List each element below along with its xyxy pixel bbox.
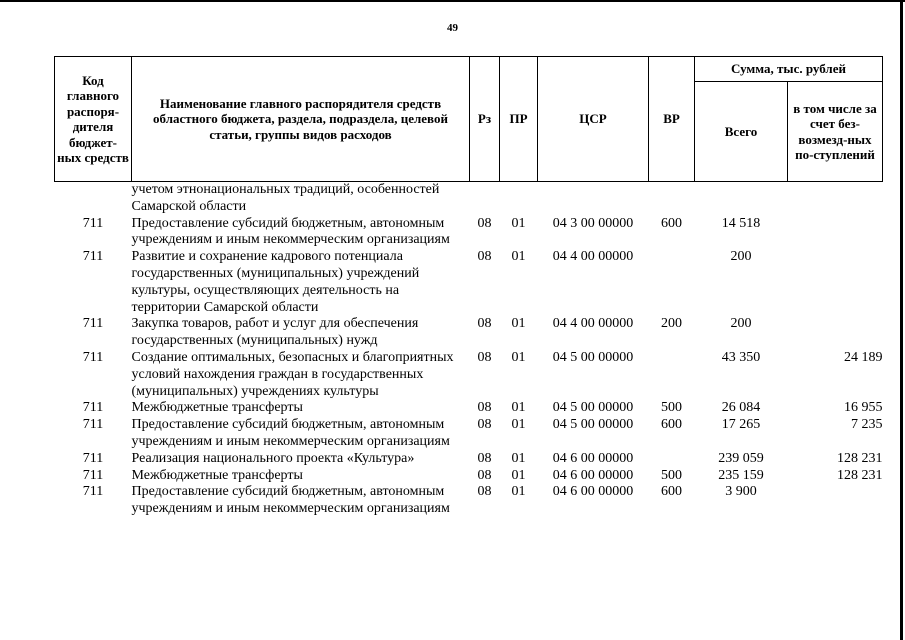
table-row [55, 484, 883, 518]
cell-free [788, 182, 883, 216]
header-including: в том числе за счет без-возмезд-ных по-ступлений [788, 82, 883, 182]
cell-total: 239 059 [718, 450, 764, 466]
table-row [55, 417, 883, 451]
budget-table [54, 56, 883, 518]
cell-code: 711 [82, 450, 104, 466]
cell-pr: 01 [511, 417, 526, 433]
cell-pr: 01 [511, 316, 526, 332]
cell-total: 3 900 [725, 484, 757, 500]
cell-pr: 01 [511, 215, 526, 231]
cell-total: 200 [730, 249, 752, 265]
cell-name: Предоставление субсидий бюджетным, автономным учреждениям и иным некоммерческим организациям [131, 215, 450, 248]
cell-rz [470, 182, 500, 216]
cell-vr [649, 451, 695, 468]
cell-code: 711 [82, 349, 104, 365]
header-vr: ВР [649, 57, 695, 182]
cell-pr: 01 [511, 484, 526, 500]
header-code: Код главного распоря-дителя бюджет-ных средств [55, 57, 132, 182]
cell-csr: 04 6 00 00000 [552, 450, 634, 466]
cell-name: учетом этнонациональных традиций, особенностей Самарской области [131, 182, 440, 214]
cell-vr [649, 182, 695, 216]
cell-pr: 01 [511, 450, 526, 466]
cell-code: 711 [82, 484, 104, 500]
cell-vr: 200 [661, 316, 682, 332]
scan-edge-right [900, 0, 903, 640]
cell-pr: 01 [511, 349, 526, 365]
cell-rz: 08 [477, 450, 492, 466]
cell-rz: 08 [477, 249, 492, 265]
cell-name: Межбюджетные трансферты [131, 400, 303, 416]
cell-rz: 08 [477, 215, 492, 231]
cell-name: Предоставление субсидий бюджетным, автономным учреждениям и иным некоммерческим организациям [131, 417, 450, 449]
cell-code [55, 182, 132, 216]
table-row [55, 249, 883, 316]
cell-pr: 01 [511, 467, 526, 483]
cell-vr: 500 [661, 400, 682, 416]
cell-free: 24 189 [844, 349, 883, 365]
cell-rz: 08 [477, 349, 492, 365]
cell-rz: 08 [477, 484, 492, 500]
cell-name: Закупка товаров, работ и услуг для обеспечения государственных (муниципальных) нужд [131, 316, 419, 349]
cell-code: 711 [82, 467, 104, 483]
cell-vr [649, 350, 695, 400]
cell-free: 128 231 [837, 467, 883, 483]
cell-total: 17 265 [721, 417, 761, 433]
table-row [55, 216, 883, 250]
cell-pr [500, 182, 538, 216]
cell-rz: 08 [477, 316, 492, 332]
cell-code: 711 [82, 249, 104, 265]
cell-total: 26 084 [721, 400, 761, 416]
cell-vr: 600 [661, 484, 682, 500]
cell-code: 711 [82, 215, 104, 231]
cell-total: 235 159 [718, 467, 764, 483]
cell-code: 711 [82, 417, 104, 433]
cell-csr: 04 6 00 00000 [552, 467, 634, 483]
header-sum: Сумма, тыс. рублей [695, 57, 883, 82]
cell-code: 711 [82, 400, 104, 416]
cell-csr: 04 5 00 00000 [552, 417, 634, 433]
scan-edge-top [0, 0, 905, 2]
cell-csr: 04 6 00 00000 [552, 484, 634, 500]
cell-name: Развитие и сохранение кадрового потенциала государственных (муниципальных) учреждений культуры, осуществляющих деятельность на территории Самарской области [131, 249, 420, 315]
table-row [55, 182, 883, 216]
cell-free: 16 955 [844, 400, 883, 416]
cell-vr: 500 [661, 467, 682, 483]
cell-total: 43 350 [721, 349, 761, 365]
cell-free: 7 235 [851, 417, 883, 433]
cell-pr: 01 [511, 249, 526, 265]
cell-code: 711 [82, 316, 104, 332]
cell-free: 128 231 [837, 450, 883, 466]
header-rz: Рз [470, 57, 500, 182]
cell-vr: 600 [661, 215, 682, 231]
table-body [55, 182, 883, 518]
cell-csr: 04 3 00 00000 [552, 215, 634, 231]
cell-csr: 04 4 00 00000 [552, 316, 634, 332]
header-name: Наименование главного распорядителя средств областного бюджета, раздела, подраздела, целевой статьи, группы видов расходов [132, 57, 470, 182]
cell-rz: 08 [477, 467, 492, 483]
cell-free [788, 484, 883, 518]
cell-name: Реализация национального проекта «Культура» [131, 450, 415, 466]
cell-csr [538, 182, 649, 216]
cell-name: Создание оптимальных, безопасных и благоприятных условий нахождения граждан в государственных (муниципальных) учреждениях культуры [131, 349, 454, 399]
cell-free [788, 249, 883, 316]
cell-total: 200 [730, 316, 752, 332]
table-row [55, 400, 883, 417]
cell-free [788, 216, 883, 250]
page-number: 49 [447, 22, 458, 34]
table-header [55, 57, 883, 182]
cell-pr: 01 [511, 400, 526, 416]
cell-rz: 08 [477, 400, 492, 416]
table-row [55, 468, 883, 485]
cell-name: Межбюджетные трансферты [131, 467, 303, 483]
cell-vr: 600 [661, 417, 682, 433]
cell-csr: 04 5 00 00000 [552, 349, 634, 365]
table-row [55, 451, 883, 468]
header-pr: ПР [500, 57, 538, 182]
header-csr: ЦСР [538, 57, 649, 182]
cell-csr: 04 4 00 00000 [552, 249, 634, 265]
header-total: Всего [695, 82, 788, 182]
cell-total: 14 518 [721, 215, 761, 231]
cell-name: Предоставление субсидий бюджетным, автономным учреждениям и иным некоммерческим организациям [131, 484, 450, 517]
cell-csr: 04 5 00 00000 [552, 400, 634, 416]
table-row [55, 350, 883, 400]
table-row [55, 316, 883, 350]
cell-rz: 08 [477, 417, 492, 433]
cell-vr [649, 249, 695, 316]
cell-total [695, 182, 788, 216]
cell-free [788, 316, 883, 350]
